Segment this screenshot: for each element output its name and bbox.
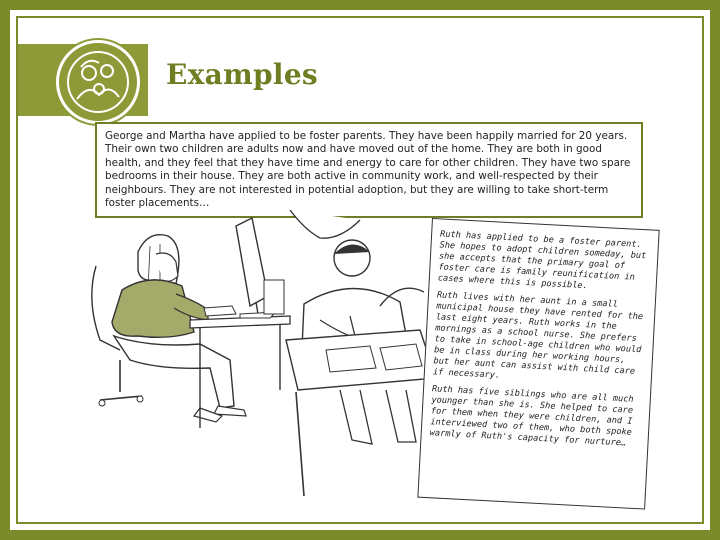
ruth-paragraph-1: Ruth has applied to be a foster parent. She hopes to adopt children someday, but she accepts that the primary goal of foster care is family reunification in cases where this is possible. [437,229,647,292]
ruth-paragraph-3: Ruth has five siblings who are all much younger than she is. She helped to care for them when they were children, and I interviewed two of them, who both spoke warmly of Ruth's capacity for nurture… [429,384,634,449]
man-writing [286,240,436,496]
family-logo-icon [59,43,137,121]
case-description-box: George and Martha have applied to be foster parents. They have been happily married for 20 years. Their own two children are adults now and have moved out of the home. They are both in good health, and they feel that they have time and energy to care for other children. They have two spare bedrooms in their house. They are both active in community work, and well-respected by their neighbours. They are not interested in potential adoption, but they are willing to take short-term foster placements… [95,122,643,218]
computer-desk [190,218,290,428]
foster-assessment-illustration [90,210,440,510]
ruth-paragraph-2: Ruth lives with her aunt in a small municipal house they have rented for the last eight years. Ruth works in the mornings as a school nurse. She prefers to take in school-age children who would be in class during her working hours, but her aunt can assist with child care if necessary. [432,290,644,381]
woman-at-computer [92,235,246,422]
page-title: Examples [166,58,318,91]
ruth-case-note-card [417,218,659,510]
family-logo [56,40,140,124]
